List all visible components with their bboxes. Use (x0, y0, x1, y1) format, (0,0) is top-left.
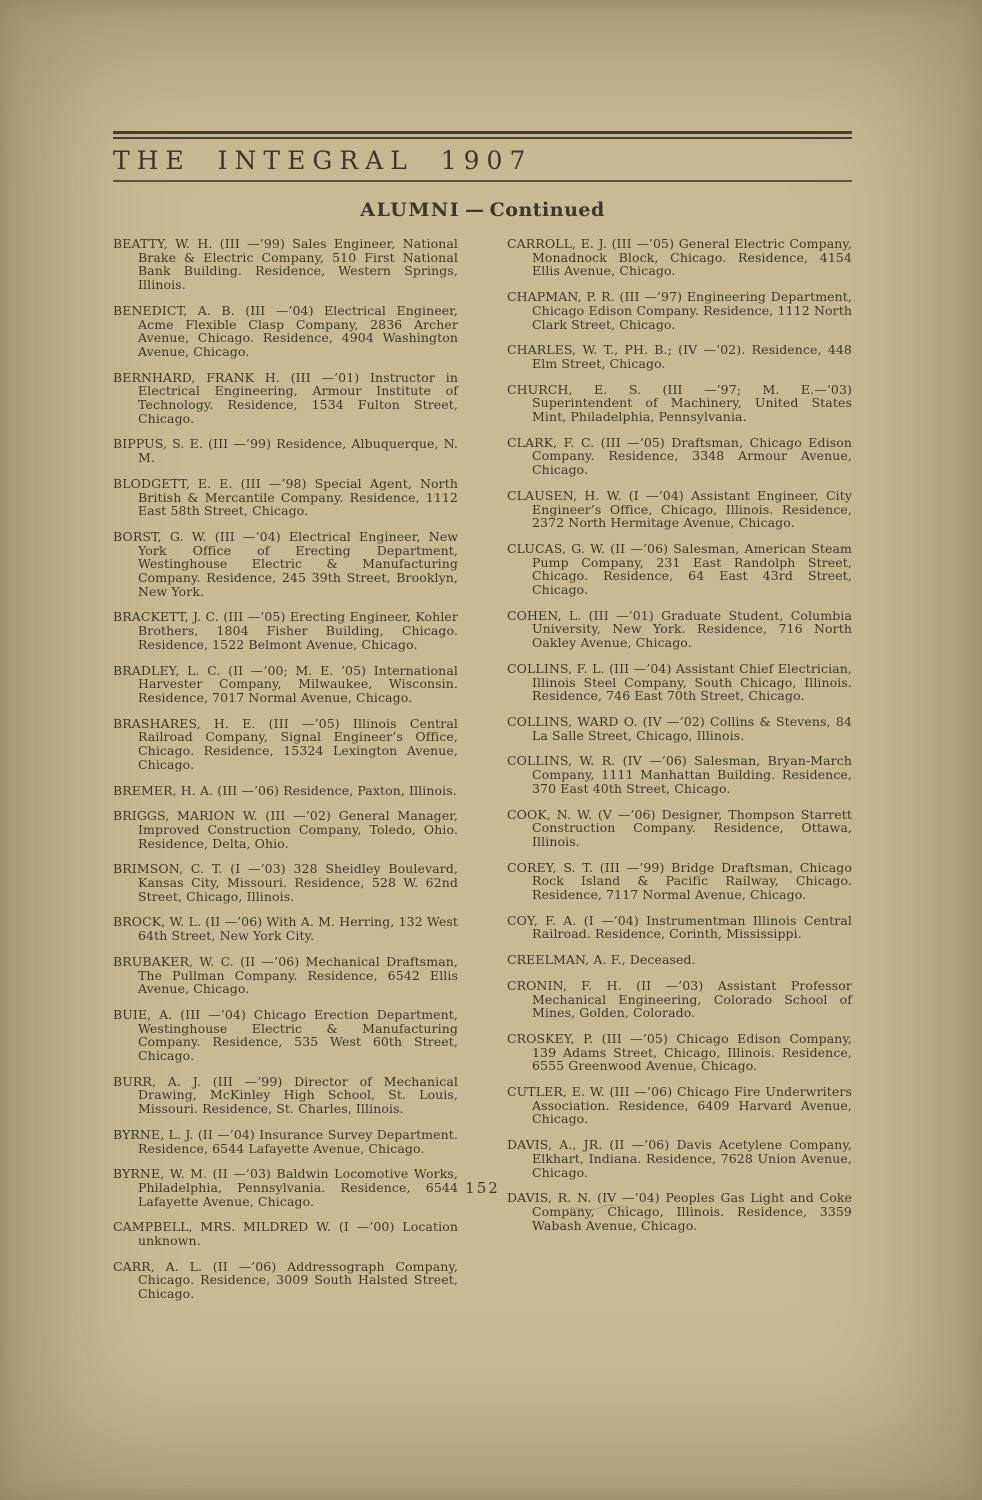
alumni-directory (113, 237, 852, 1313)
alumni-entry: BEATTY, W. H. (III —’99) Sales Engineer, National Brake & Electric Company, 510 First National Bank Building. Residence, Western Springs, Illinois. (113, 236, 458, 293)
alumni-entry: CLARK, F. C. (III —’05) Draftsman, Chicago Edison Company. Residence, 3348 Armour Avenue, Chicago. (507, 434, 852, 478)
alumni-entry: BYRNE, W. M. (II —’03) Baldwin Locomotive Works, Philadelphia, Pennsylvania. Residence, 6544 Lafayette Avenue, Chicago. (113, 1166, 458, 1209)
left-column (113, 237, 458, 1313)
alumni-entry: CLUCAS, G. W. (II —’06) Salesman, American Steam Pump Company, 231 East Randolph Street, Chicago. Residence, 64 East 43rd Street, Chicago. (507, 540, 852, 598)
alumni-entry: BENEDICT, A. B. (III —’04) Electrical Engineer, Acme Flexible Clasp Company, 2836 Archer Avenue, Chicago. Residence, 4904 Washington Avenue, Chicago. (113, 302, 458, 359)
section-heading (113, 199, 852, 221)
alumni-entry: COOK, N. W. (V —’06) Designer, Thompson Starrett Construction Company. Residence, Ottawa, Illinois. (507, 806, 852, 849)
alumni-entry: CAMPBELL, MRS. MILDRED W. (I —’00) Location unknown. (113, 1219, 458, 1249)
alumni-entry: BUIE, A. (III —’04) Chicago Erection Department, Westinghouse Electric & Manufacturing Company. Residence, 535 West 60th Street, Chicago. (113, 1006, 458, 1064)
alumni-entry: BREMER, H. A. (III —’06) Residence, Paxton, Illinois. (113, 782, 457, 798)
alumni-entry: COHEN, L. (III —’01) Graduate Student, Columbia University, New York. Residence, 716 North Oakley Avenue, Chicago. (507, 607, 852, 651)
alumni-entry: BRIMSON, C. T. (I —’03) 328 Sheidley Boulevard, Kansas City, Missouri. Residence, 528 W. 62nd Street, Chicago, Illinois. (113, 861, 458, 904)
alumni-entry: CRONIN, F. H. (II —’03) Assistant Professor Mechanical Engineering, Colorado School of Mines, Golden, Colorado. (507, 977, 852, 1021)
alumni-entry: BRUBAKER, W. C. (II —’06) Mechanical Draftsman, The Pullman Company. Residence, 6542 Ellis Avenue, Chicago. (113, 953, 458, 997)
alumni-entry: BRACKETT, J. C. (III —’05) Erecting Engineer, Kohler Brothers, 1804 Fisher Building, Chicago. Residence, 1522 Belmont Avenue, Chicago. (113, 609, 458, 652)
right-column (507, 237, 852, 1313)
section-title: ALUMNI (360, 199, 461, 221)
header-single-rule (113, 180, 852, 182)
alumni-entry: BYRNE, L. J. (II —’04) Insurance Survey Department. Residence, 6544 Lafayette Avenue, Chicago. (113, 1126, 458, 1156)
alumni-entry: CHARLES, W. T., PH. B.; (IV —’02). Residence, 448 Elm Street, Chicago. (507, 342, 852, 371)
alumni-entry: COLLINS, W. R. (IV —’06) Salesman, Bryan-March Company, 1111 Manhattan Building. Residence, 370 East 40th Street, Chicago. (507, 753, 852, 796)
alumni-entry: BRASHARES, H. E. (III —’05) Illinois Central Railroad Company, Signal Engineer’s Office, Chicago. Residence, 15324 Lexington Avenue, Chicago. (113, 715, 458, 772)
section-separator-dash: — (465, 199, 485, 221)
alumni-entry: COLLINS, WARD O. (IV —’02) Collins & Stevens, 84 La Salle Street, Chicago, Illinois. (507, 713, 852, 743)
alumni-entry: CARROLL, E. J. (III —’05) General Electric Company, Monadnock Block, Chicago. Residence, 4154 Ellis Avenue, Chicago. (507, 236, 852, 279)
alumni-entry: BRADLEY, L. C. (II —’00; M. E. ’05) International Harvester Company, Milwaukee, Wisconsin. Residence, 7017 Normal Avenue, Chicago. (113, 662, 458, 705)
alumni-entry: COLLINS, F. L. (III —’04) Assistant Chief Electrician, Illinois Steel Company, South Chicago, Illinois. Residence, 746 East 70th Street, Chicago. (507, 660, 852, 704)
page-title: THE INTEGRAL 1907 (113, 146, 533, 175)
alumni-entry: DAVIS, R. N. (IV —’04) Peoples Gas Light and Coke Company, Chicago, Illinois. Residence, 3359 Wabash Avenue, Chicago. (507, 1190, 852, 1233)
alumni-entry: BRIGGS, MARION W. (III —’02) General Manager, Improved Construction Company, Toledo, Ohio. Residence, Delta, Ohio. (113, 808, 458, 851)
alumni-entry: CLAUSEN, H. W. (I —’04) Assistant Engineer, City Engineer’s Office, Chicago, Illinois. Residence, 2372 North Hermitage Avenue, Chicago. (507, 487, 852, 531)
alumni-entry: CROSKEY, P. (III —’05) Chicago Edison Company, 139 Adams Street, Chicago, Illinois. Residence, 6555 Greenwood Avenue, Chicago. (507, 1030, 852, 1074)
alumni-entry: CARR, A. L. (II —’06) Addressograph Company, Chicago. Residence, 3009 South Halsted Street, Chicago. (113, 1258, 458, 1302)
page-header (113, 131, 852, 182)
paper-scratch-mark (560, 1198, 630, 1220)
alumni-entry: CHAPMAN, P. R. (III —’97) Engineering Department, Chicago Edison Company. Residence, 1112 North Clark Street, Chicago. (507, 289, 852, 332)
alumni-entry: CUTLER, E. W. (III —’06) Chicago Fire Underwriters Association. Residence, 6409 Harvard Avenue, Chicago. (507, 1084, 852, 1127)
alumni-entry: BORST, G. W. (III —’04) Electrical Engineer, New York Office of Erecting Department, Westinghouse Electric & Manufacturing Company. Residence, 245 39th Street, Brooklyn, New York. (113, 528, 458, 599)
header-double-rule (113, 131, 852, 139)
alumni-entry: BERNHARD, FRANK H. (III —’01) Instructor in Electrical Engineering, Armour Institute of Technology. Residence, 1534 Fulton Street, Chicago. (113, 369, 458, 426)
alumni-entry: BLODGETT, E. E. (III —’98) Special Agent, North British & Mercantile Company. Residence, 1112 East 58th Street, Chicago. (113, 475, 458, 519)
alumni-entry: BROCK, W. L. (II —’06) With A. M. Herring, 132 West 64th Street, New York City. (113, 914, 458, 944)
page-number: 152 (465, 1179, 500, 1197)
alumni-entry: DAVIS, A., JR. (II —’06) Davis Acetylene Company, Elkhart, Indiana. Residence, 7628 Union Avenue, Chicago. (507, 1137, 852, 1180)
section-subtitle: Continued (489, 199, 605, 221)
alumni-entry: BURR, A. J. (III —’99) Director of Mechanical Drawing, McKinley High School, St. Louis, Missouri. Residence, St. Charles, Illinois. (113, 1073, 458, 1117)
alumni-entry: BIPPUS, S. E. (III —’99) Residence, Albuquerque, N. M. (113, 436, 458, 466)
alumni-entry: COREY, S. T. (III —’99) Bridge Draftsman, Chicago Rock Island & Pacific Railway, Chicago. Residence, 7117 Normal Avenue, Chicago. (507, 859, 852, 903)
alumni-entry: CHURCH, E. S. (III —’97; M. E.—’03) Superintendent of Machinery, United States Mint, Philadelphia, Pennsylvania. (507, 381, 852, 425)
alumni-entry: CREELMAN, A. F., Deceased. (507, 952, 696, 968)
alumni-entry: COY, F. A. (I —’04) Instrumentman Illinois Central Railroad. Residence, Corinth, Mississippi. (507, 912, 852, 942)
